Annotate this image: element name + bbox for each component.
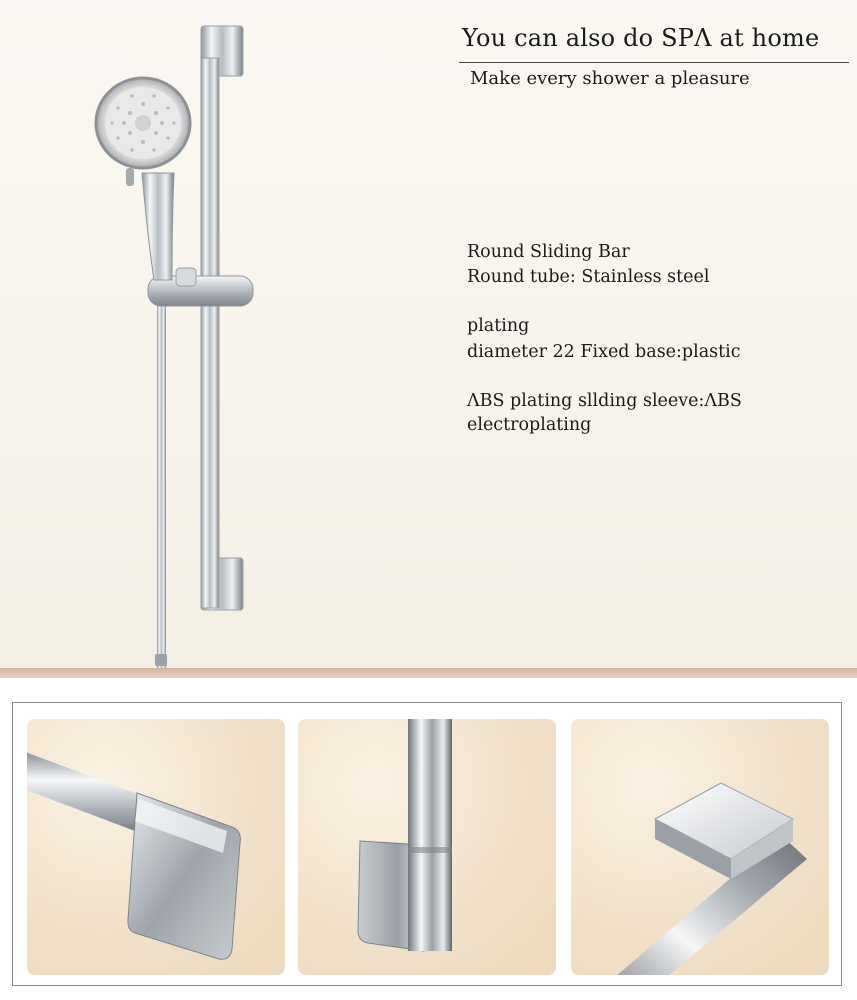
spec-line-3: plating	[467, 316, 530, 336]
spec-line-6: electroplating	[467, 415, 592, 435]
spec-line-4: diameter 22 Fixed base:plastic	[467, 342, 741, 362]
wall-bracket-icon	[298, 719, 556, 975]
detail-image-wall-bracket	[298, 719, 556, 975]
headline: You can also do SPΛ at home	[462, 24, 820, 52]
spec-line-1: Round Sliding Bar	[467, 242, 630, 262]
detail-image-bar-cap	[571, 719, 829, 975]
detail-image-end-cap	[27, 719, 285, 975]
detail-gallery	[12, 702, 842, 986]
headline-divider	[459, 62, 849, 63]
sliding-bar-icon	[571, 719, 829, 975]
subline: Make every shower a pleasure	[470, 68, 750, 89]
bar-end-cap-icon	[27, 719, 285, 975]
floor-strip	[0, 668, 857, 678]
spec-line-2: Round tube: Stainless steel	[467, 267, 710, 287]
spec-line-5: ΛBS plating sllding sleeve:ΛBS	[467, 391, 742, 411]
shower-set-image	[80, 18, 280, 668]
